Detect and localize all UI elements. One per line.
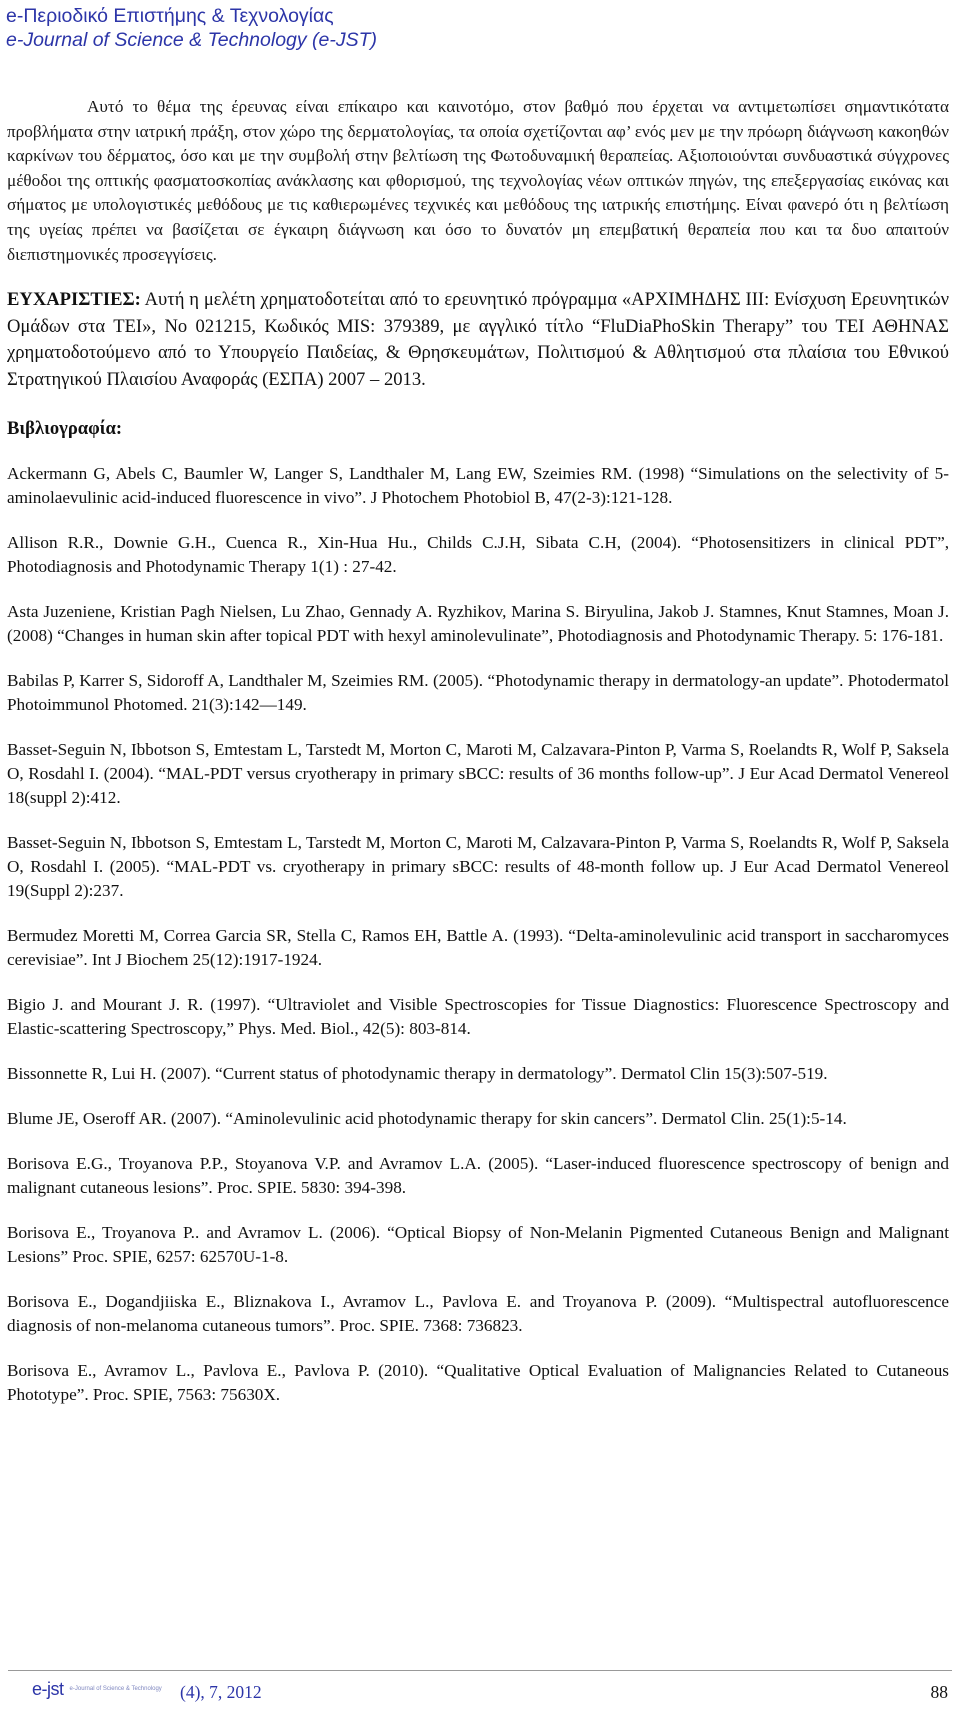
page-footer <box>0 1670 960 1710</box>
reference-item: Borisova E., Dogandjiiska E., Bliznakova I., Avramov L., Pavlova E. and Troyanova P. (2009). “Multispectral autofluorescence diagnosis of non-melanoma cutaneous tumors”. Proc. SPIE. 7368: 736823. <box>7 1291 949 1335</box>
journal-header <box>6 4 377 52</box>
issue-info: (4), 7, 2012 <box>180 1682 262 1702</box>
reference-item: Allison R.R., Downie G.H., Cuenca R., Xin-Hua Hu., Childs C.J.H, Sibata C.H, (2004). “Photosensitizers in clinical PDT”, Photodiagnosis and Photodynamic Therapy 1(1) : 27-42. <box>7 532 949 576</box>
bibliography-heading: Βιβλιογραφία: <box>7 417 123 439</box>
reference-item: Bermudez Moretti M, Correa Garcia SR, Stella C, Ramos EH, Battle A. (1993). “Delta-aminolevulinic acid transport in saccharomyces cerevisiae”. Int J Biochem 25(12):1917-1924. <box>7 925 949 969</box>
journal-title-english: e-Journal of Science & Technology (e-JST) <box>6 29 378 51</box>
acknowledgements <box>7 287 949 393</box>
reference-item: Babilas P, Karrer S, Sidoroff A, Landthaler M, Szeimies RM. (2005). “Photodynamic therapy in dermatology-an update”. Photodermatol Photoimmunol Photomed. 21(3):142—149. <box>7 670 949 714</box>
journal-title-greek: e-Περιοδικό Επιστήμης & Τεχνολογίας <box>6 5 334 27</box>
reference-item: Bissonnette R, Lui H. (2007). “Current status of photodynamic therapy in dermatology”. Dermatol Clin 15(3):507-519. <box>7 1063 828 1083</box>
page-number: 88 <box>930 1682 948 1702</box>
reference-item: Basset-Seguin N, Ibbotson S, Emtestam L, Tarstedt M, Morton C, Maroti M, Calzavara-Pinton P, Varma S, Roelandts R, Wolf P, Saksela O, Rosdahl I. (2004). “MAL-PDT versus cryotherapy in primary sBCC: results of 36 months follow-up”. J Eur Acad Dermatol Venereol 18(suppl 2):412. <box>7 739 949 807</box>
reference-item: Blume JE, Oseroff AR. (2007). “Aminolevulinic acid photodynamic therapy for skin cancers”. Dermatol Clin. 25(1):5-14. <box>7 1108 847 1128</box>
reference-item: Borisova E., Troyanova P.. and Avramov L. (2006). “Optical Biopsy of Non-Melanin Pigmented Cutaneous Benign and Malignant Lesions” Proc. SPIE, 6257: 62570U-1-8. <box>7 1222 949 1266</box>
journal-logo-subtext: e-Journal of Science & Technology <box>69 1685 162 1692</box>
reference-item: Basset-Seguin N, Ibbotson S, Emtestam L, Tarstedt M, Morton C, Maroti M, Calzavara-Pinton P, Varma S, Roelandts R, Wolf P, Saksela O, Rosdahl I. (2005). “MAL-PDT vs. cryotherapy in primary sBCC: results of 48-month follow up. J Eur Acad Dermatol Venereol 19(Suppl 2):237. <box>7 832 949 900</box>
journal-logo <box>32 1678 166 1700</box>
footer-divider <box>8 1670 952 1671</box>
journal-logo-text: e-jst <box>32 1678 64 1699</box>
reference-item: Asta Juzeniene, Kristian Pagh Nielsen, Lu Zhao, Gennady A. Ryzhikov, Marina S. Biryulina, Jakob J. Stamnes, Knut Stamnes, Moan J. (2008) “Changes in human skin after topical PDT with hexyl aminolevulinate”, Photodiagnosis and Photodynamic Therapy. 5: 176-181. <box>7 601 949 645</box>
reference-item: Ackermann G, Abels C, Baumler W, Langer S, Landthaler M, Lang EW, Szeimies RM. (1998) “Simulations on the selectivity of 5-aminolaevulinic acid-induced fluorescence in vivo”. J Photochem Photobiol B, 47(2-3):121-128. <box>7 463 949 507</box>
body-paragraph <box>7 95 949 267</box>
page-content <box>7 95 949 1428</box>
reference-item: Bigio J. and Mourant J. R. (1997). “Ultraviolet and Visible Spectroscopies for Tissue Diagnostics: Fluorescence Spectroscopy and Elastic-scattering Spectroscopy,” Phys. Med. Biol., 42(5): 803-814. <box>7 994 949 1038</box>
reference-item: Borisova E.G., Troyanova P.P., Stoyanova V.P. and Avramov L.A. (2005). “Laser-induced fluorescence spectroscopy of benign and malignant cutaneous lesions”. Proc. SPIE. 5830: 394-398. <box>7 1153 949 1197</box>
reference-list <box>7 462 949 1407</box>
acknowledgements-label: ΕΥΧΑΡΙΣΤΙΕΣ: <box>7 289 141 311</box>
reference-item: Borisova E., Avramov L., Pavlova E., Pavlova P. (2010). “Qualitative Optical Evaluation of Malignancies Related to Cutaneous Phototype”. Proc. SPIE, 7563: 75630X. <box>7 1360 949 1404</box>
body-paragraph-text: Αυτό το θέμα της έρευνας είναι επίκαιρο και καινοτόμο, στον βαθμό που έρχεται να αντιμετωπίσει σημαντικότατα προβλήματα στην ιατρική πράξη, στον χώρο της δερματολογίας, τα οποία σχετίζονται αφ’ ενός μεν με την πρόωρη διάγνωση κακοηθών καρκίνων του δέρματος, όσο και με την συμβολή στην βελτίωση της Φωτοδυναμική θεραπείας. Αξιοποιούνται συνδυαστικά σύγχρονες μέθοδοι της οπτικής φασματοσκοπίας ανάκλασης και φθορισμού, της τεχνολογίας νέων οπτικών πηγών, της επεξεργασίας εικόνας και σήματος με υπολογιστικές μεθόδους με τις καθιερωμένες τεχνικές και μεθόδους της ιατρικής επιστήμης. Είναι φανερό ότι η βελτίωση της υγείας πρέπει να βασίζεται σε έγκαιρη διάγνωση και όσο το δυνατόν μη επεμβατική θεραπεία που και τα δυο απαιτούν διεπιστημονικές προσεγγίσεις. <box>7 97 949 264</box>
acknowledgements-text: Αυτή η μελέτη χρηματοδοτείται από το ερευνητικό πρόγραμμα «ΑΡΧΙΜΗΔΗΣ ΙΙΙ: Ενίσχυση Ερευνητικών Ομάδων στα ΤΕΙ», Νο 021215, Κωδικός MIS: 379389, με αγγλικό τίτλο “FluDiaPhoSkin Therapy” του ΤΕΙ ΑΘΗΝΑΣ χρηματοδοτούμενο από το Υπουργείο Παιδείας, & Θρησκευμάτων, Πολιτισμού & Αθλητισμού στα πλαίσια του Εθνικού Στρατηγικού Πλαισίου Αναφοράς (ΕΣΠΑ) 2007 – 2013. <box>7 289 949 390</box>
